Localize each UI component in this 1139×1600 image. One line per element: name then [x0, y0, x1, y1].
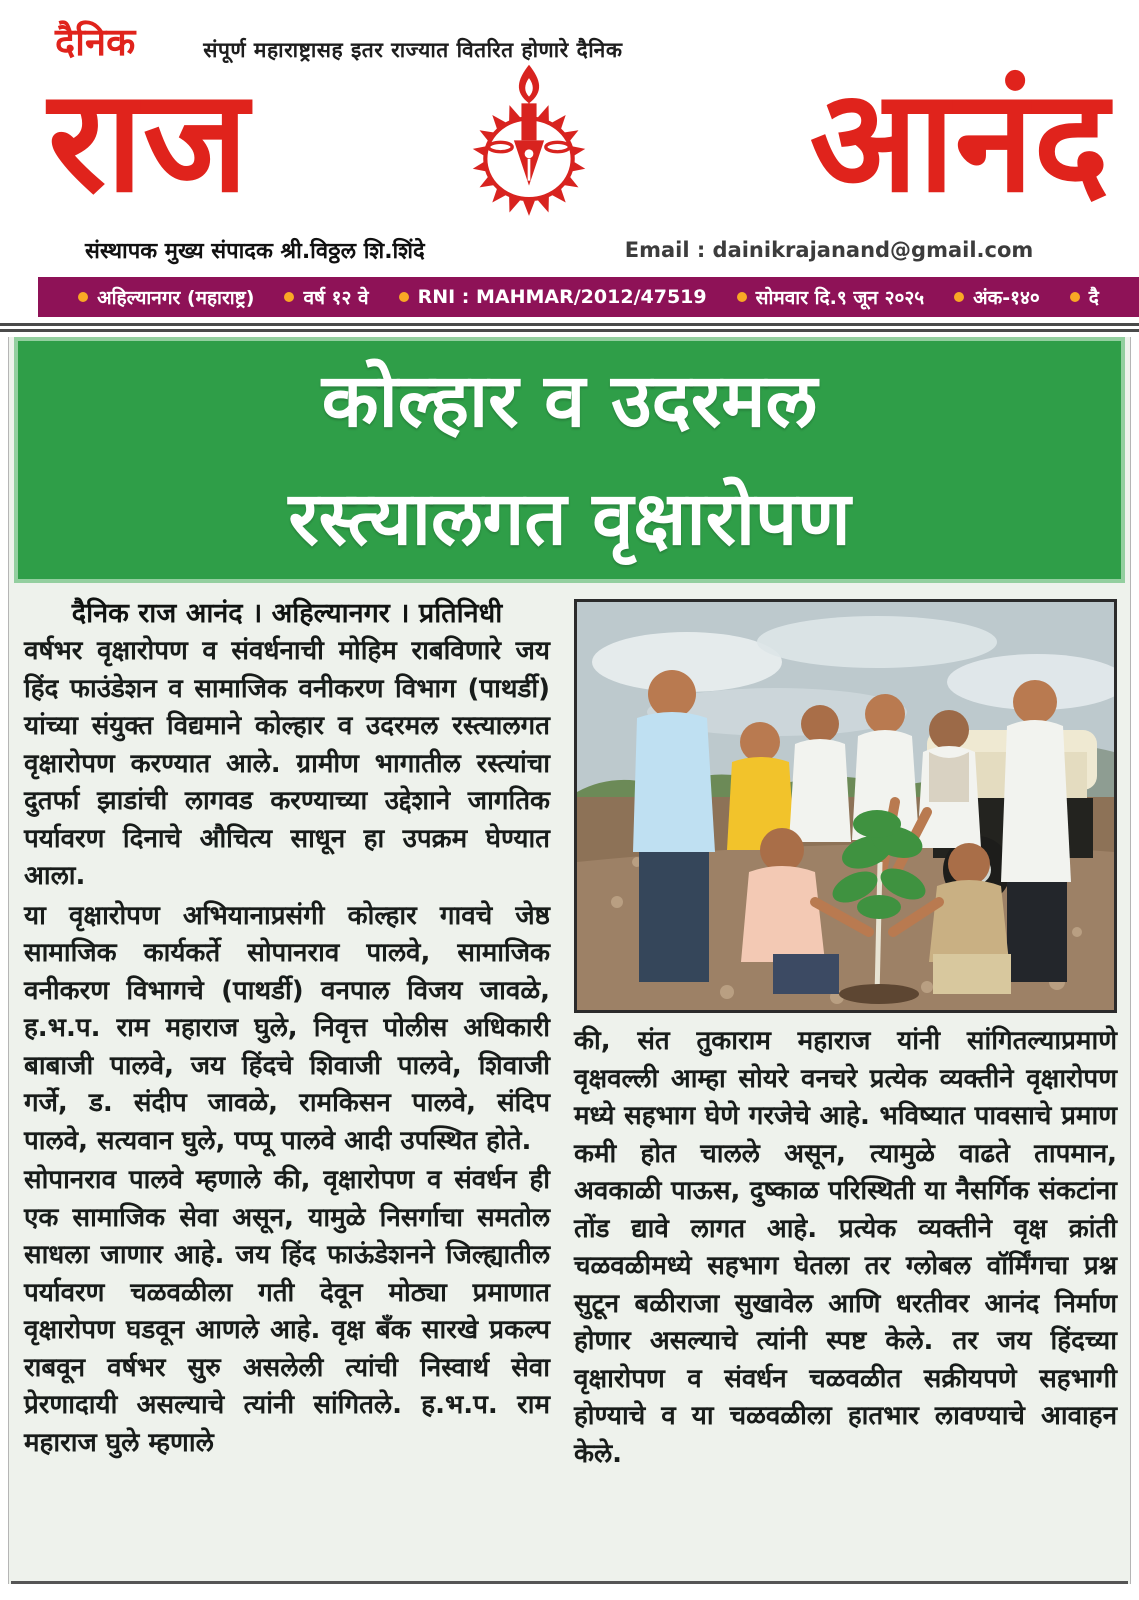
article-paragraph: या वृक्षारोपण अभियानाप्रसंगी कोल्हार गावचे जेष्ठ सामाजिक कार्यकर्ते सोपानराव पालवे, सामाजिक वनीकरण विभागचे (पाथर्डी) वनपाल विजय जावळे, ह.भ.प. राम महाराज घुले, निवृत्त पोलीस अधिकारी बाबाजी पालवे, जय हिंदचे शिवाजी पालवे, शिवाजी गर्जे, ड. संदीप जावळे, रामकिसन पालवे, संदिप पालवे, सत्यवान घुले, पप्पू पालवे आदी उपस्थित होते. [24, 900, 550, 1156]
headline-line-1: कोल्हार व उदरमल [321, 358, 818, 444]
article-photo [574, 599, 1117, 1013]
bullet-dot-icon [1070, 292, 1080, 302]
info-item-date [737, 284, 925, 310]
info-item-city [78, 284, 254, 310]
masthead-divider [0, 323, 1139, 332]
info-item-rni-label: RNI : MAHMAR/2012/47519 [417, 286, 707, 308]
article-column-left [24, 593, 550, 1475]
info-item-city-label: अहिल्यानगर (महाराष्ट्र) [97, 287, 255, 309]
info-item-partial [1070, 284, 1099, 310]
article-section [8, 337, 1131, 1584]
man-blue-shirt [633, 670, 715, 982]
headline-box [14, 337, 1125, 583]
article-dateline: दैनिक राज आनंद । अहिल्यानगर । प्रतिनिधी [71, 598, 503, 629]
sun-torch-pen-icon [445, 58, 613, 226]
edition-info-bar [38, 277, 1139, 317]
info-item-year-label: वर्ष १२ वे [303, 287, 369, 309]
daily-label: दैनिक [55, 20, 136, 64]
info-item-year [284, 284, 368, 310]
article-paragraph: वर्षभर वृक्षारोपण व संवर्धनाची मोहिम राबविणारे जय हिंद फाउंडेशन व सामाजिक वनीकरण विभाग (पाथर्डी) यांच्या संयुक्त विद्यमाने कोल्हार व उदरमल रस्त्यालगत वृक्षारोपण करण्यात आले. ग्रामीण भागातील रस्त्यांचा दुतर्फा झाडांची लागवड करण्याच्या उद्देशाने जागतिक पर्यावरण दिनाचे औचित्य साधून हा उपक्रम घेण्यात आला. [24, 636, 550, 891]
masthead-bottom-row [0, 235, 1139, 265]
article-columns [9, 583, 1130, 1475]
bullet-dot-icon [78, 292, 88, 302]
title-word-raj: राज [48, 58, 249, 224]
founder-line: संस्थापक मुख्य संपादक श्री.विठ्ठल शि.शिंदे [85, 239, 425, 264]
info-item-rni [399, 286, 707, 308]
article-paragraph: की, संत तुकाराम महाराज यांनी सांगितल्याप्रमाणे वृक्षवल्ली आम्हा सोयरे वनचरे प्रत्येक व्यक्तीने वृक्षारोपण मध्ये सहभाग घेणे गरजेचे आहे. भविष्यात पावसाचे प्रमाण कमी होत चालले असून, त्यामुळे वाढते तापमान, अवकाळी पाऊस, दुष्काळ परिस्थिती या नैसर्गिक संकटांना तोंड द्यावे लागत आहे. प्रत्येक व्यक्तीने वृक्ष क्रांती चळवळीमध्ये सहभाग घेतला तर ग्लोबल वॉर्मिंगचा प्रश्न सुटून बळीराजा सुखावेल आणि धरतीवर आनंद निर्माण होणार असल्याचे त्यांनी स्पष्ट केले. तर जय हिंदच्या वृक्षारोपण व संवर्धन चळवळीत सक्रीयपणे सहभागी होण्याचे व या चळवळीला हातभार लावण्याचे आवाहन केले. [574, 1026, 1117, 1469]
bullet-dot-icon [737, 292, 747, 302]
headline-line-2: रस्त्यालगत वृक्षारोपण [288, 476, 851, 562]
article-bottom-divider [11, 1581, 1128, 1584]
article-column-right [574, 593, 1117, 1475]
masthead-title-row [0, 54, 1139, 229]
bullet-dot-icon [284, 292, 294, 302]
bullet-dot-icon [399, 292, 409, 302]
bullet-dot-icon [954, 292, 964, 302]
info-item-date-label: सोमवार दि.९ जून २०२५ [755, 287, 925, 309]
article-paragraph: सोपानराव पालवे म्हणाले की, वृक्षारोपण व संवर्धन ही एक सामाजिक सेवा असून, यामुळे निसर्गाचा समतोल साधला जाणार आहे. जय हिंद फाऊंडेशनने जिल्ह्यातील पर्यावरण चळवळीला गती देवून मोठ्या प्रमाणात वृक्षारोपण घडवून आणले आहे. वृक्ष बँक सारखे प्रकल्प राबवून वर्षभर सुरु असलेली त्यांची निस्वार्थ सेवा प्रेरणादायी असल्याचे त्यांनी सांगितले. ह.भ.प. राम महाराज घुले म्हणाले [24, 1165, 550, 1458]
email-line: Email : dainikrajanand@gmail.com [624, 238, 1034, 262]
masthead [0, 0, 1139, 265]
info-item-partial-label: दै [1088, 287, 1099, 309]
masthead-tagline: संपूर्ण महाराष्ट्रासह इतर राज्यात वितरित होणारे दैनिक [203, 38, 623, 62]
title-word-anand: आनंद [809, 58, 1109, 224]
info-item-issue-label: अंक-१४० [973, 287, 1040, 309]
info-item-issue [954, 284, 1040, 310]
